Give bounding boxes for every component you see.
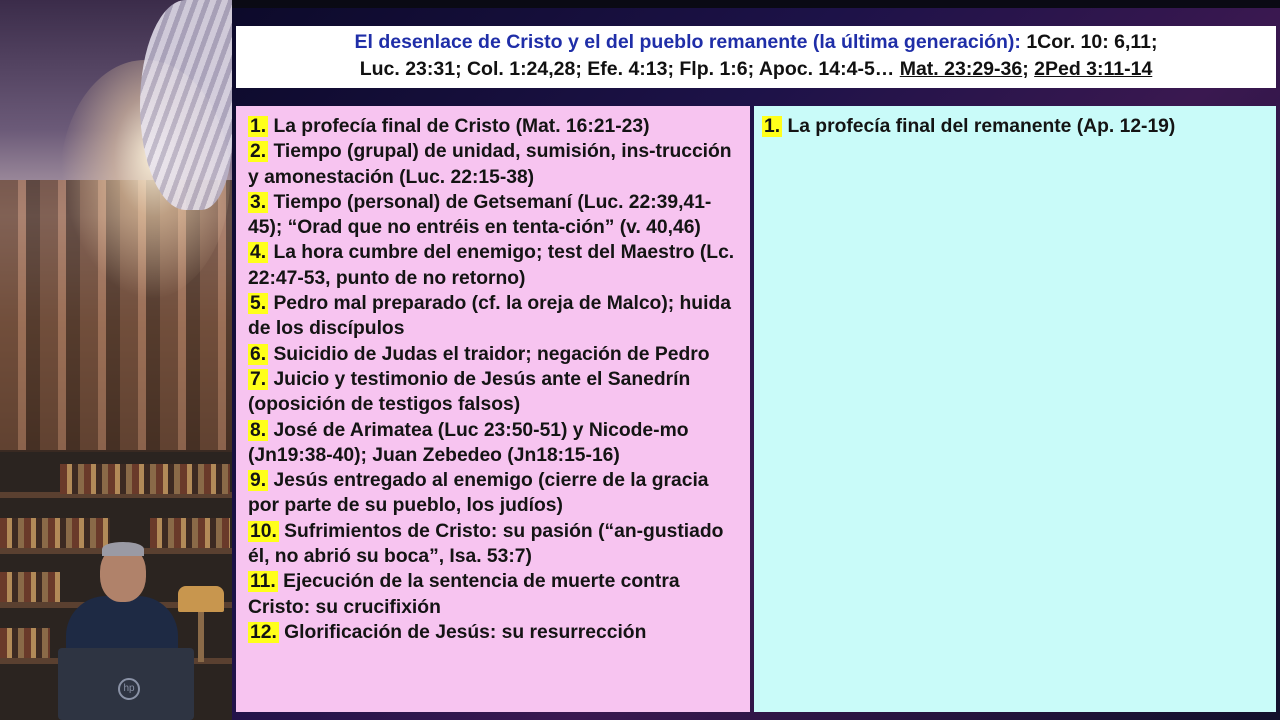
item-text: Ejecución de la sentencia de muerte contra Cristo: su crucifixión [248,571,680,618]
title-refs-line1: 1Cor. 10: 6,11; [1020,31,1158,53]
slide-title-box [236,26,1276,88]
item-text: Tiempo (personal) de Getsemaní (Luc. 22:39,41-45); “Orad que no entréis en tenta-ción” (v. 40,46) [248,191,712,239]
item-number: 6. [250,343,267,365]
list-item [248,291,744,342]
item-number: 3. [250,191,267,213]
presenter-video-panel [0,0,232,720]
christ-events-column [236,106,750,712]
presenter-hair [102,542,144,556]
list-item [248,418,744,469]
books-row [150,518,230,548]
list-item [248,342,744,367]
item-text: La hora cumbre del enemigo; test del Maestro (Lc. 22:47-53, punto de no retorno) [248,242,735,289]
item-text: Sufrimientos de Cristo: su pasión (“an-gustiado él, no abrió su boca”, Isa. 53:7) [248,520,724,568]
slide-top-border [232,0,1280,8]
item-number: 1. [250,116,267,137]
books-row [0,572,60,602]
slide-heading: El desenlace de Cristo y el del pueblo remanente (la última generación): [354,31,1021,53]
ref-link-2ped[interactable]: 2Ped 3:11-14 [1034,58,1153,80]
list-item [248,569,744,620]
item-number: 5. [250,293,267,315]
hp-logo-icon: hp [118,678,140,700]
item-number: 8. [250,419,267,441]
item-text: Suicidio de Judas el traidor; negación de Pedro [268,343,710,365]
item-number: 9. [250,470,267,492]
lamp [178,586,224,612]
books-row [0,518,110,548]
title-line-1 [236,31,1276,54]
item-number: 4. [250,242,267,264]
item-number: 7. [250,368,267,390]
item-text: Glorificación de Jesús: su resurrección [278,621,647,643]
list-item [248,190,744,241]
item-number: 11. [250,571,276,593]
lamp-stem [198,612,204,662]
list-item [248,519,744,570]
item-text: La profecía final del remanente (Ap. 12-19) [782,116,1176,137]
remnant-events-column [754,106,1276,712]
item-text: Jesús entregado al enemigo (cierre de la gracia por parte de su pueblo, los judíos) [248,470,709,517]
list-item [248,114,744,139]
list-item [248,367,744,418]
item-number: 10. [250,520,277,542]
list-item [248,620,744,645]
title-line-2 [236,58,1276,81]
item-number: 1. [764,116,781,137]
list-item [248,468,744,519]
ref-link-mat[interactable]: Mat. 23:29-36 [899,58,1023,80]
list-item [248,240,744,291]
christ-events-list [248,114,744,645]
item-text: Tiempo (grupal) de unidad, sumisión, ins-trucción y amonestación (Luc. 22:15-38) [248,141,732,188]
books-row [60,464,230,494]
list-item [762,114,1175,139]
title-refs-line2: Luc. 23:31; Col. 1:24,28; Efe. 4:13; Flp. 1:6; Apoc. 14:4-5… [359,58,900,80]
item-text: Juicio y testimonio de Jesús ante el Sanedrín (oposición de testigos falsos) [248,368,691,416]
books-row [0,628,50,658]
item-number: 2. [250,141,267,163]
list-item [248,139,744,190]
item-text: La profecía final de Cristo (Mat. 16:21-23) [268,116,650,137]
ref-separator: ; [1022,58,1035,80]
item-number: 12. [250,621,277,643]
item-text: Pedro mal preparado (cf. la oreja de Malco); huida de los discípulos [248,293,731,340]
angel-wing-image [140,0,232,210]
item-text: José de Arimatea (Luc 23:50-51) y Nicode-mo (Jn19:38-40); Juan Zebedeo (Jn18:15-16) [248,419,689,466]
